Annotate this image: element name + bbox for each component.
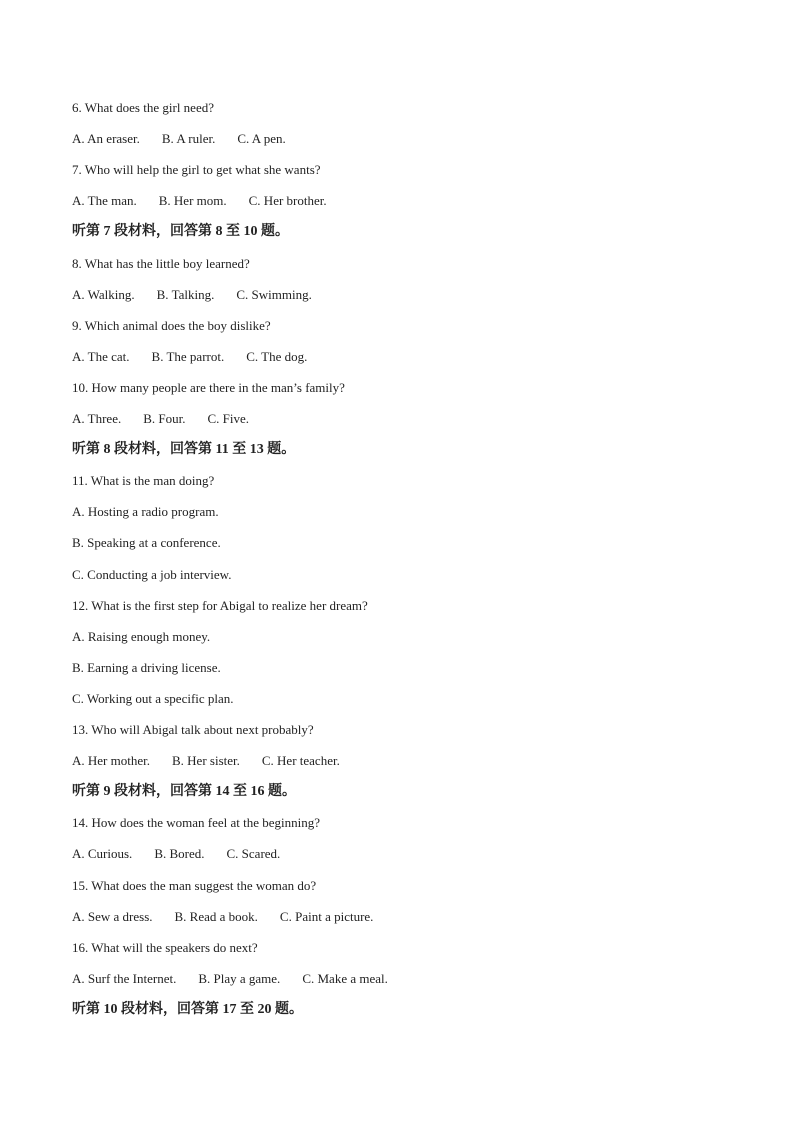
answer-option: B. Talking. (156, 286, 215, 302)
question-line: 10. How many people are there in the man’s family? (72, 379, 345, 395)
section-heading: 听第 9 段材料，回答第 14 至 16 题。 (72, 784, 296, 800)
answer-option: A. Sew a dress. (72, 908, 153, 924)
answer-option: C. Swimming. (236, 286, 312, 302)
answer-option: C. Make a meal. (302, 970, 388, 986)
answer-options (72, 349, 307, 365)
answer-options (72, 193, 327, 209)
answer-option: A. Curious. (72, 846, 133, 862)
answer-option: A. An eraser. (72, 131, 140, 147)
question-line: C. Conducting a job interview. (72, 566, 232, 582)
answer-option: C. Five. (207, 411, 250, 426)
question-line: B. Earning a driving license. (72, 659, 221, 675)
answer-option: A. The cat. (72, 348, 130, 364)
answer-option: A. Walking. (72, 286, 135, 302)
question-line: 8. What has the little boy learned? (72, 255, 250, 271)
question-line: 15. What does the man suggest the woman do? (72, 877, 317, 893)
answer-option: C. The dog. (246, 348, 308, 364)
answer-options (72, 287, 312, 303)
question-line: B. Speaking at a conference. (72, 535, 221, 551)
answer-option: A. The man. (72, 193, 137, 209)
question-line: 7. Who will help the girl to get what she wants? (72, 162, 321, 178)
answer-options (72, 846, 280, 862)
question-line: A. Hosting a radio program. (72, 504, 219, 520)
answer-options (72, 909, 373, 925)
question-line: 13. Who will Abigal talk about next probably? (72, 722, 314, 737)
answer-option: C. Her brother. (248, 193, 327, 209)
section-heading: 听第 10 段材料，回答第 17 至 20 题。 (72, 1001, 303, 1017)
answer-option: A. Surf the Internet. (72, 970, 177, 986)
answer-option: B. The parrot. (151, 348, 225, 364)
question-line: 12. What is the first step for Abigal to realize her dream? (72, 597, 368, 613)
answer-option: A. Her mother. (72, 753, 150, 769)
answer-option: A. Three. (72, 411, 122, 426)
answer-option: B. Four. (143, 411, 186, 426)
question-line: 11. What is the man doing? (72, 473, 215, 489)
section-heading: 听第 8 段材料，回答第 11 至 13 题。 (72, 442, 296, 458)
question-line: A. Raising enough money. (72, 628, 211, 644)
answer-options (72, 131, 286, 147)
answer-option: B. Play a game. (198, 970, 281, 986)
answer-options (72, 411, 249, 427)
answer-option: C. A pen. (237, 131, 286, 147)
question-line: 16. What will the speakers do next? (72, 939, 258, 955)
answer-option: C. Her teacher. (261, 753, 340, 769)
answer-options (72, 753, 340, 769)
answer-options (72, 971, 388, 987)
answer-option: B. Bored. (154, 846, 205, 862)
answer-option: B. A ruler. (161, 131, 216, 147)
question-line: 14. How does the woman feel at the beginning? (72, 815, 321, 831)
answer-option: C. Scared. (226, 846, 281, 862)
question-line: C. Working out a specific plan. (72, 690, 234, 706)
answer-option: B. Her mom. (158, 193, 227, 209)
answer-option: B. Read a book. (174, 908, 258, 924)
question-line: 9. Which animal does the boy dislike? (72, 317, 271, 333)
answer-option: C. Paint a picture. (279, 908, 374, 924)
question-line: 6. What does the girl need? (72, 100, 214, 115)
answer-option: B. Her sister. (171, 753, 240, 769)
section-heading: 听第 7 段材料，回答第 8 至 10 题。 (72, 224, 289, 240)
